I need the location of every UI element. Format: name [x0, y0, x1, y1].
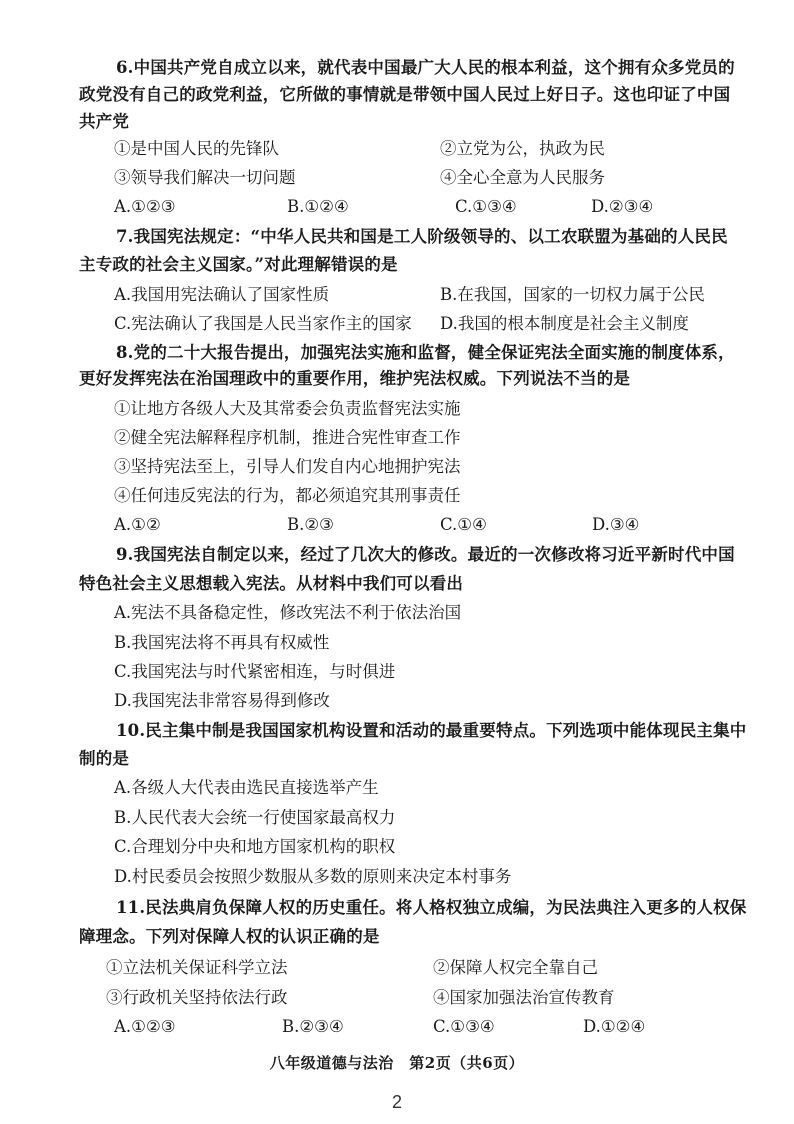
- q9-choice-c: C.我国宪法与时代紧密相连，与时俱进: [114, 662, 396, 681]
- q6-choice-d: D.②③④: [591, 197, 654, 216]
- q7-choice-c: C.宪法确认了我国是人民当家作主的国家: [114, 314, 412, 333]
- q6-item-2: ②立党为公，执政为民: [440, 139, 605, 158]
- q8-item-4: ④任何违反宪法的行为，都必须追究其刑事责任: [114, 486, 461, 505]
- q11-item-1: ①立法机关保证科学立法: [106, 958, 288, 977]
- q11-item-2: ②保障人权完全靠自己: [433, 958, 598, 977]
- q7-choice-d: D.我国的根本制度是社会主义制度: [440, 314, 689, 333]
- q11-choice-a: A.①②③: [114, 1017, 176, 1036]
- q9-stem-line-2: 特色社会主义思想载入宪法。从材料中我们可以看出: [79, 574, 464, 593]
- q11-choice-b: B.②③④: [282, 1017, 344, 1036]
- q9-choice-b: B.我国宪法将不再具有权威性: [114, 633, 330, 652]
- q11-stem-line-1: 11.民法典肩负保障人权的历史重任。将人格权独立成编，为民法典注入更多的人权保: [116, 898, 747, 917]
- q6-stem-line-1: 6.中国共产党自成立以来，就代表中国最广大人民的根本利益，这个拥有众多党员的: [116, 58, 735, 77]
- q6-stem-line-2: 政党没有自己的政党利益，它所做的事情就是带领中国人民过上好日子。这也印证了中国: [79, 85, 731, 104]
- q10-choice-a: A.各级人大代表由选民直接选举产生: [114, 778, 379, 797]
- page-number: 2: [391, 1092, 402, 1112]
- q11-item-3: ③行政机关坚持依法行政: [106, 988, 288, 1007]
- q7-choice-b: B.在我国，国家的一切权力属于公民: [440, 285, 705, 304]
- q6-choice-a: A.①②③: [114, 197, 176, 216]
- q8-item-1: ①让地方各级人大及其常委会负责监督宪法实施: [114, 399, 461, 418]
- q7-stem-line-1: 7.我国宪法规定：“中华人民共和国是工人阶级领导的、以工农联盟为基础的人民民: [116, 227, 728, 246]
- q8-choice-b: B.②③: [287, 515, 334, 534]
- q10-choice-b: B.人民代表大会统一行使国家最高权力: [114, 808, 396, 827]
- q9-stem-line-1: 9.我国宪法自制定以来，经过了几次大的修改。最近的一次修改将习近平新时代中国: [116, 545, 735, 564]
- q6-choice-c: C.①③④: [455, 197, 517, 216]
- q7-stem-line-2: 主专政的社会主义国家。”对此理解错误的是: [79, 255, 398, 274]
- q6-item-1: ①是中国人民的先锋队: [114, 139, 279, 158]
- q6-item-3: ③领导我们解决一切问题: [114, 168, 296, 187]
- q11-choice-c: C.①③④: [433, 1017, 495, 1036]
- q6-stem-line-3: 共产党: [79, 112, 130, 131]
- q8-choice-d: D.③④: [592, 515, 640, 534]
- q8-item-3: ③坚持宪法至上，引导人们发自内心地拥护宪法: [114, 457, 461, 476]
- q10-stem-line-1: 10.民主集中制是我国国家机构设置和活动的最重要特点。下列选项中能体现民主集中: [116, 721, 747, 740]
- q8-choice-a: A.①②: [114, 515, 161, 534]
- q10-choice-d: D.村民委员会按照少数服从多数的原则来决定本村事务: [114, 867, 512, 886]
- q6-item-4: ④全心全意为人民服务: [440, 168, 605, 187]
- q8-stem-line-2: 更好发挥宪法在治国理政中的重要作用，维护宪法权威。下列说法不当的是: [79, 369, 631, 388]
- q8-choice-c: C.①④: [440, 515, 487, 534]
- q10-stem-line-2: 制的是: [79, 749, 130, 768]
- q10-choice-c: C.合理划分中央和地方国家机构的职权: [114, 837, 396, 856]
- q9-choice-a: A.宪法不具备稳定性，修改宪法不利于依法治国: [114, 603, 462, 622]
- q11-choice-d: D.①②④: [583, 1017, 646, 1036]
- q7-choice-a: A.我国用宪法确认了国家性质: [114, 285, 330, 304]
- q8-stem-line-1: 8.党的二十大报告提出，加强宪法实施和监督，健全保证宪法全面实施的制度体系，: [116, 343, 735, 362]
- q11-item-4: ④国家加强法治宣传教育: [433, 988, 615, 1007]
- q6-choice-b: B.①②④: [287, 197, 349, 216]
- q8-item-2: ②健全宪法解释程序机制，推进合宪性审查工作: [114, 428, 461, 447]
- page-footer: 八年级道德与法治 第2页（共6页）: [269, 1054, 525, 1072]
- q11-stem-line-2: 障理念。下列对保障人权的认识正确的是: [79, 927, 380, 946]
- q9-choice-d: D.我国宪法非常容易得到修改: [114, 691, 330, 710]
